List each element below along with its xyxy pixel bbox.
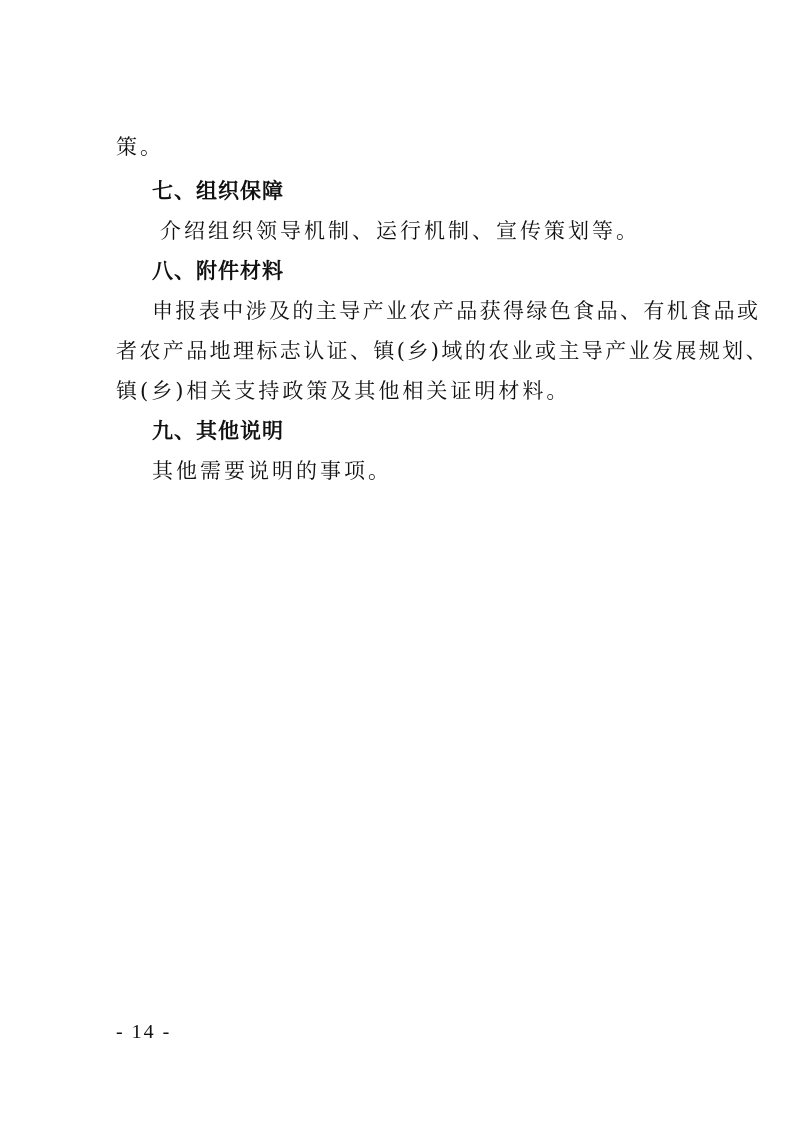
paragraph-other: 其他需要说明的事项。	[152, 459, 392, 483]
section-heading-attachments: 八、附件材料	[152, 259, 284, 283]
paragraph-attachments-line-2: 者农产品地理标志认证、镇(乡)域的农业或主导产业发展规划、	[116, 339, 769, 363]
continuation-text: 策。	[116, 135, 164, 159]
paragraph-attachments-line-3: 镇(乡)相关支持政策及其他相关证明材料。	[116, 379, 571, 403]
section-heading-other: 九、其他说明	[152, 419, 284, 443]
paragraph-attachments-line-1: 申报表中涉及的主导产业农产品获得绿色食品、有机食品或	[152, 299, 761, 323]
paragraph-organization: 介绍组织领导机制、运行机制、宣传策划等。	[160, 219, 640, 243]
page-number: - 14 -	[116, 1021, 172, 1043]
section-heading-organization: 七、组织保障	[152, 179, 284, 203]
